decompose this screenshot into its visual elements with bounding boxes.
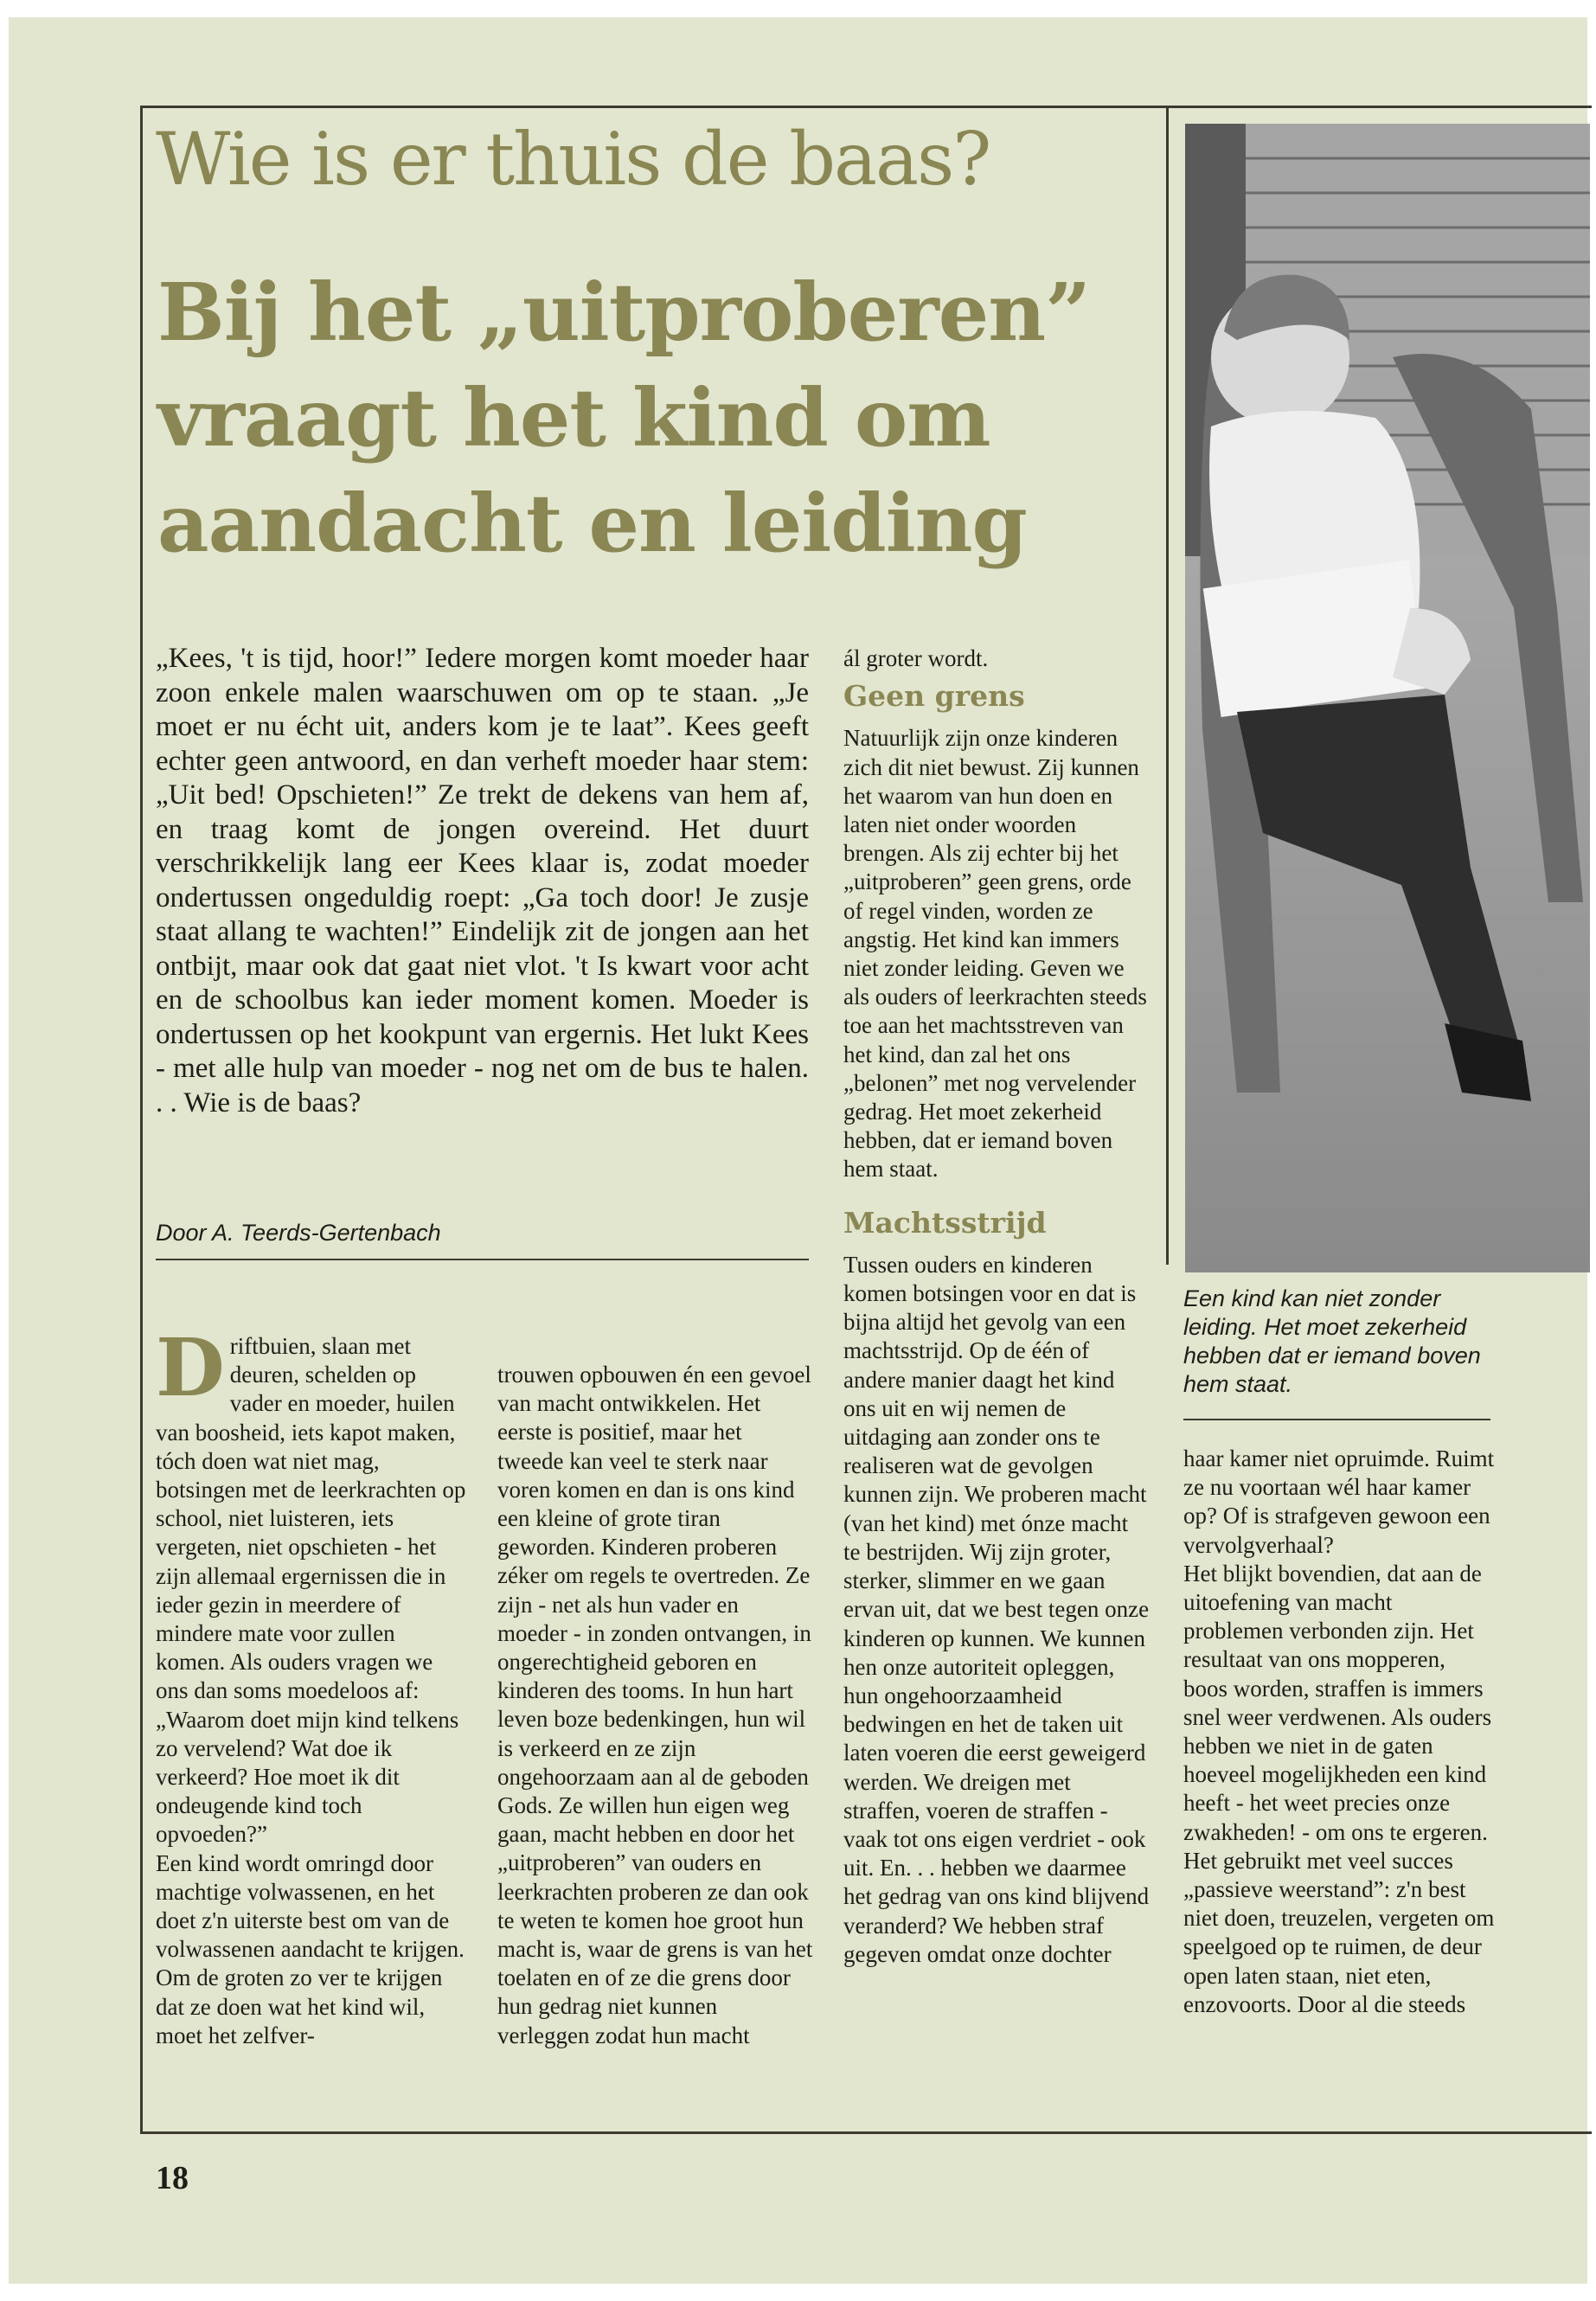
headline-line: Bij het „uitproberen” [157, 266, 1091, 359]
photo-boy-reading [1185, 124, 1590, 1272]
frame-rule-top [140, 106, 1592, 108]
body-paragraph: ál groter wordt. [843, 645, 989, 671]
body-column-3 [843, 644, 1151, 1969]
caption-rule [1183, 1419, 1490, 1420]
body-paragraph: haar kamer niet opruimde. Ruimt ze nu voortaan wél haar kamer op? Of is strafgeven gewoon een vervolgverhaal? [1183, 1445, 1495, 1558]
body-paragraph: Tussen ouders en kinderen komen botsingen voor en dat is bijna altijd het gevolg van een machtsstrijd. Op de één of andere manier daagt het kind ons uit en wij nemen de uitdaging aan zonder ons te realiseren wat de gevolgen kunnen zijn. We proberen macht (van het kind) met ónze macht te bestrijden. Wij zijn groter, sterker, slimmer en we gaan ervan uit, dat we best tegen onze kinderen op kunnen. We kunnen hen onze autoriteit opleggen, hun ongehoorzaamheid bedwingen en het de taken uit laten voeren die eerst geweigerd werden. We dreigen met straffen, voeren de straffen - vaak tot ons eigen verdriet - ook uit. En. . . hebben we daarmee het gedrag van ons kind blijvend veranderd? We hebben straf gegeven omdat onze dochter [843, 1251, 1150, 1967]
headline-line: aandacht en leiding [157, 477, 1027, 570]
photo-caption: Een kind kan niet zonder leiding. Het moet zekerheid hebben dat er iemand boven hem staat. [1183, 1285, 1481, 1397]
body-paragraph: Natuurlijk zijn onze kinderen zich dit niet bewust. Zij kunnen het waarom van hun doen en laten niet onder woorden brengen. Als zij echter bij het „uitproberen” geen grens, orde of regel vinden, worden ze angstig. Het kind kan immers niet zonder leiding. Geven we als ouders of leerkrachten steeds toe aan het machtsstreven van het kind, dan zal het ons „belonen” met nog vervelender gedrag. Het moet zekerheid hebben, dat er iemand boven hem staat. [843, 725, 1147, 1183]
article-kicker: Wie is er thuis de baas? [156, 117, 990, 202]
body-paragraph: riftbuien, slaan met deuren, schelden op vader en moeder, huilen van boosheid, iets kapot maken, tóch doen wat niet mag, botsingen met de leerkrachten op school, niet luisteren, iets vergeten, niet opschieten - het zijn allemaal ergernissen die in ieder gezin in meerdere of mindere mate voor zullen komen. Als ouders vragen we ons dan soms moedeloos af: „Waarom doet mijn kind telkens zo vervelend? Wat doe ik verkeerd? Hoe moet ik dit ondeugende kind toch opvoeden?” [156, 1333, 466, 1848]
body-column-4 [1183, 1445, 1495, 2019]
drop-cap: D [156, 1321, 225, 1414]
frame-rule-left [140, 106, 143, 2134]
subheading-geen-grens: Geen grens [843, 679, 1025, 714]
byline: Door A. Teerds-Gertenbach [156, 1220, 441, 1246]
byline-rule [156, 1259, 809, 1260]
subheading-machtsstrijd: Machtsstrijd [843, 1205, 1047, 1240]
frame-rule-photo-divider [1166, 106, 1169, 1265]
frame-rule-bottom [140, 2131, 1592, 2134]
article-headline [157, 260, 1152, 576]
body-paragraph: trouwen opbouwen én een gevoel van macht ontwikkelen. Het eerste is positief, maar het tweede kan veel te sterk naar voren komen en dan is ons kind een kleine of grote tiran geworden. Kinderen proberen zéker om regels te overtreden. Ze zijn - net als hun vader en moeder - in zonden ontvangen, in ongerechtigheid geboren en kinderen des tooms. In hun hart leven boze bedenkingen, hun wil is verkeerd en ze zijn ongehoorzaam aan al de geboden Gods. Ze willen hun eigen weg gaan, macht hebben en door het „uitproberen” van ouders en leerkrachten proberen ze dan ook te weten te komen hoe groot hun macht is, waar de grens is van het toelaten en of ze die grens door hun gedrag niet kunnen verleggen zodat hun macht [497, 1362, 813, 2048]
page-number: 18 [156, 2160, 189, 2196]
body-paragraph: Een kind wordt omringd door machtige volwassenen, en het doet z'n uiterste best om van de volwassenen aandacht te krijgen. Om de groten zo ver te krijgen dat ze doen wat het kind wil, moet het zelfver- [156, 1849, 465, 2048]
photo-boy-reading-illustration [1185, 124, 1590, 1272]
headline-line: vraagt het kind om [157, 371, 990, 465]
body-paragraph: Het blijkt bovendien, dat aan de uitoefening van macht problemen verbonden zijn. Het resultaat van ons mopperen, boos worden, straffen is immers snel weer verdwenen. Als ouders hebben we niet in de gaten hoeveel mogelijkheden een kind heeft - het weet precies onze zwakheden! - om ons te ergeren. Het gebruikt met veel succes „passieve weerstand”: z'n best niet doen, treuzelen, vergeten om speelgoed op te ruimen, de deur open laten staan, niet eten, enzovoorts. Door al die steeds [1183, 1560, 1495, 2017]
lead-paragraph: „Kees, 't is tijd, hoor!” Iedere morgen komt moeder haar zoon enkele malen waarschuwen om op te staan. „Je moet er nu écht uit, anders kom je te laat”. Kees geeft echter geen antwoord, en dan verheft moeder haar stem: „Uit bed! Opschieten!” Ze trekt de dekens van hem af, en traag komt de jongen overeind. Het duurt verschrikkelijk lang eer Kees klaar is, zodat moeder ondertussen ongeduldig roept: „Ga toch door! Je zusje staat allang te wachten!” Eindelijk zit de jongen aan het ontbijt, maar ook dat gaat niet vlot. 't Is kwart voor acht en de schoolbus kan ieder moment komen. Moeder is ondertussen op het kookpunt van ergernis. Het lukt Kees - met alle hulp van moeder - nog net om de bus te halen. . . Wie is de baas? [156, 643, 809, 1118]
body-column-2 [497, 1361, 813, 2050]
body-column-1 [156, 1321, 467, 2050]
